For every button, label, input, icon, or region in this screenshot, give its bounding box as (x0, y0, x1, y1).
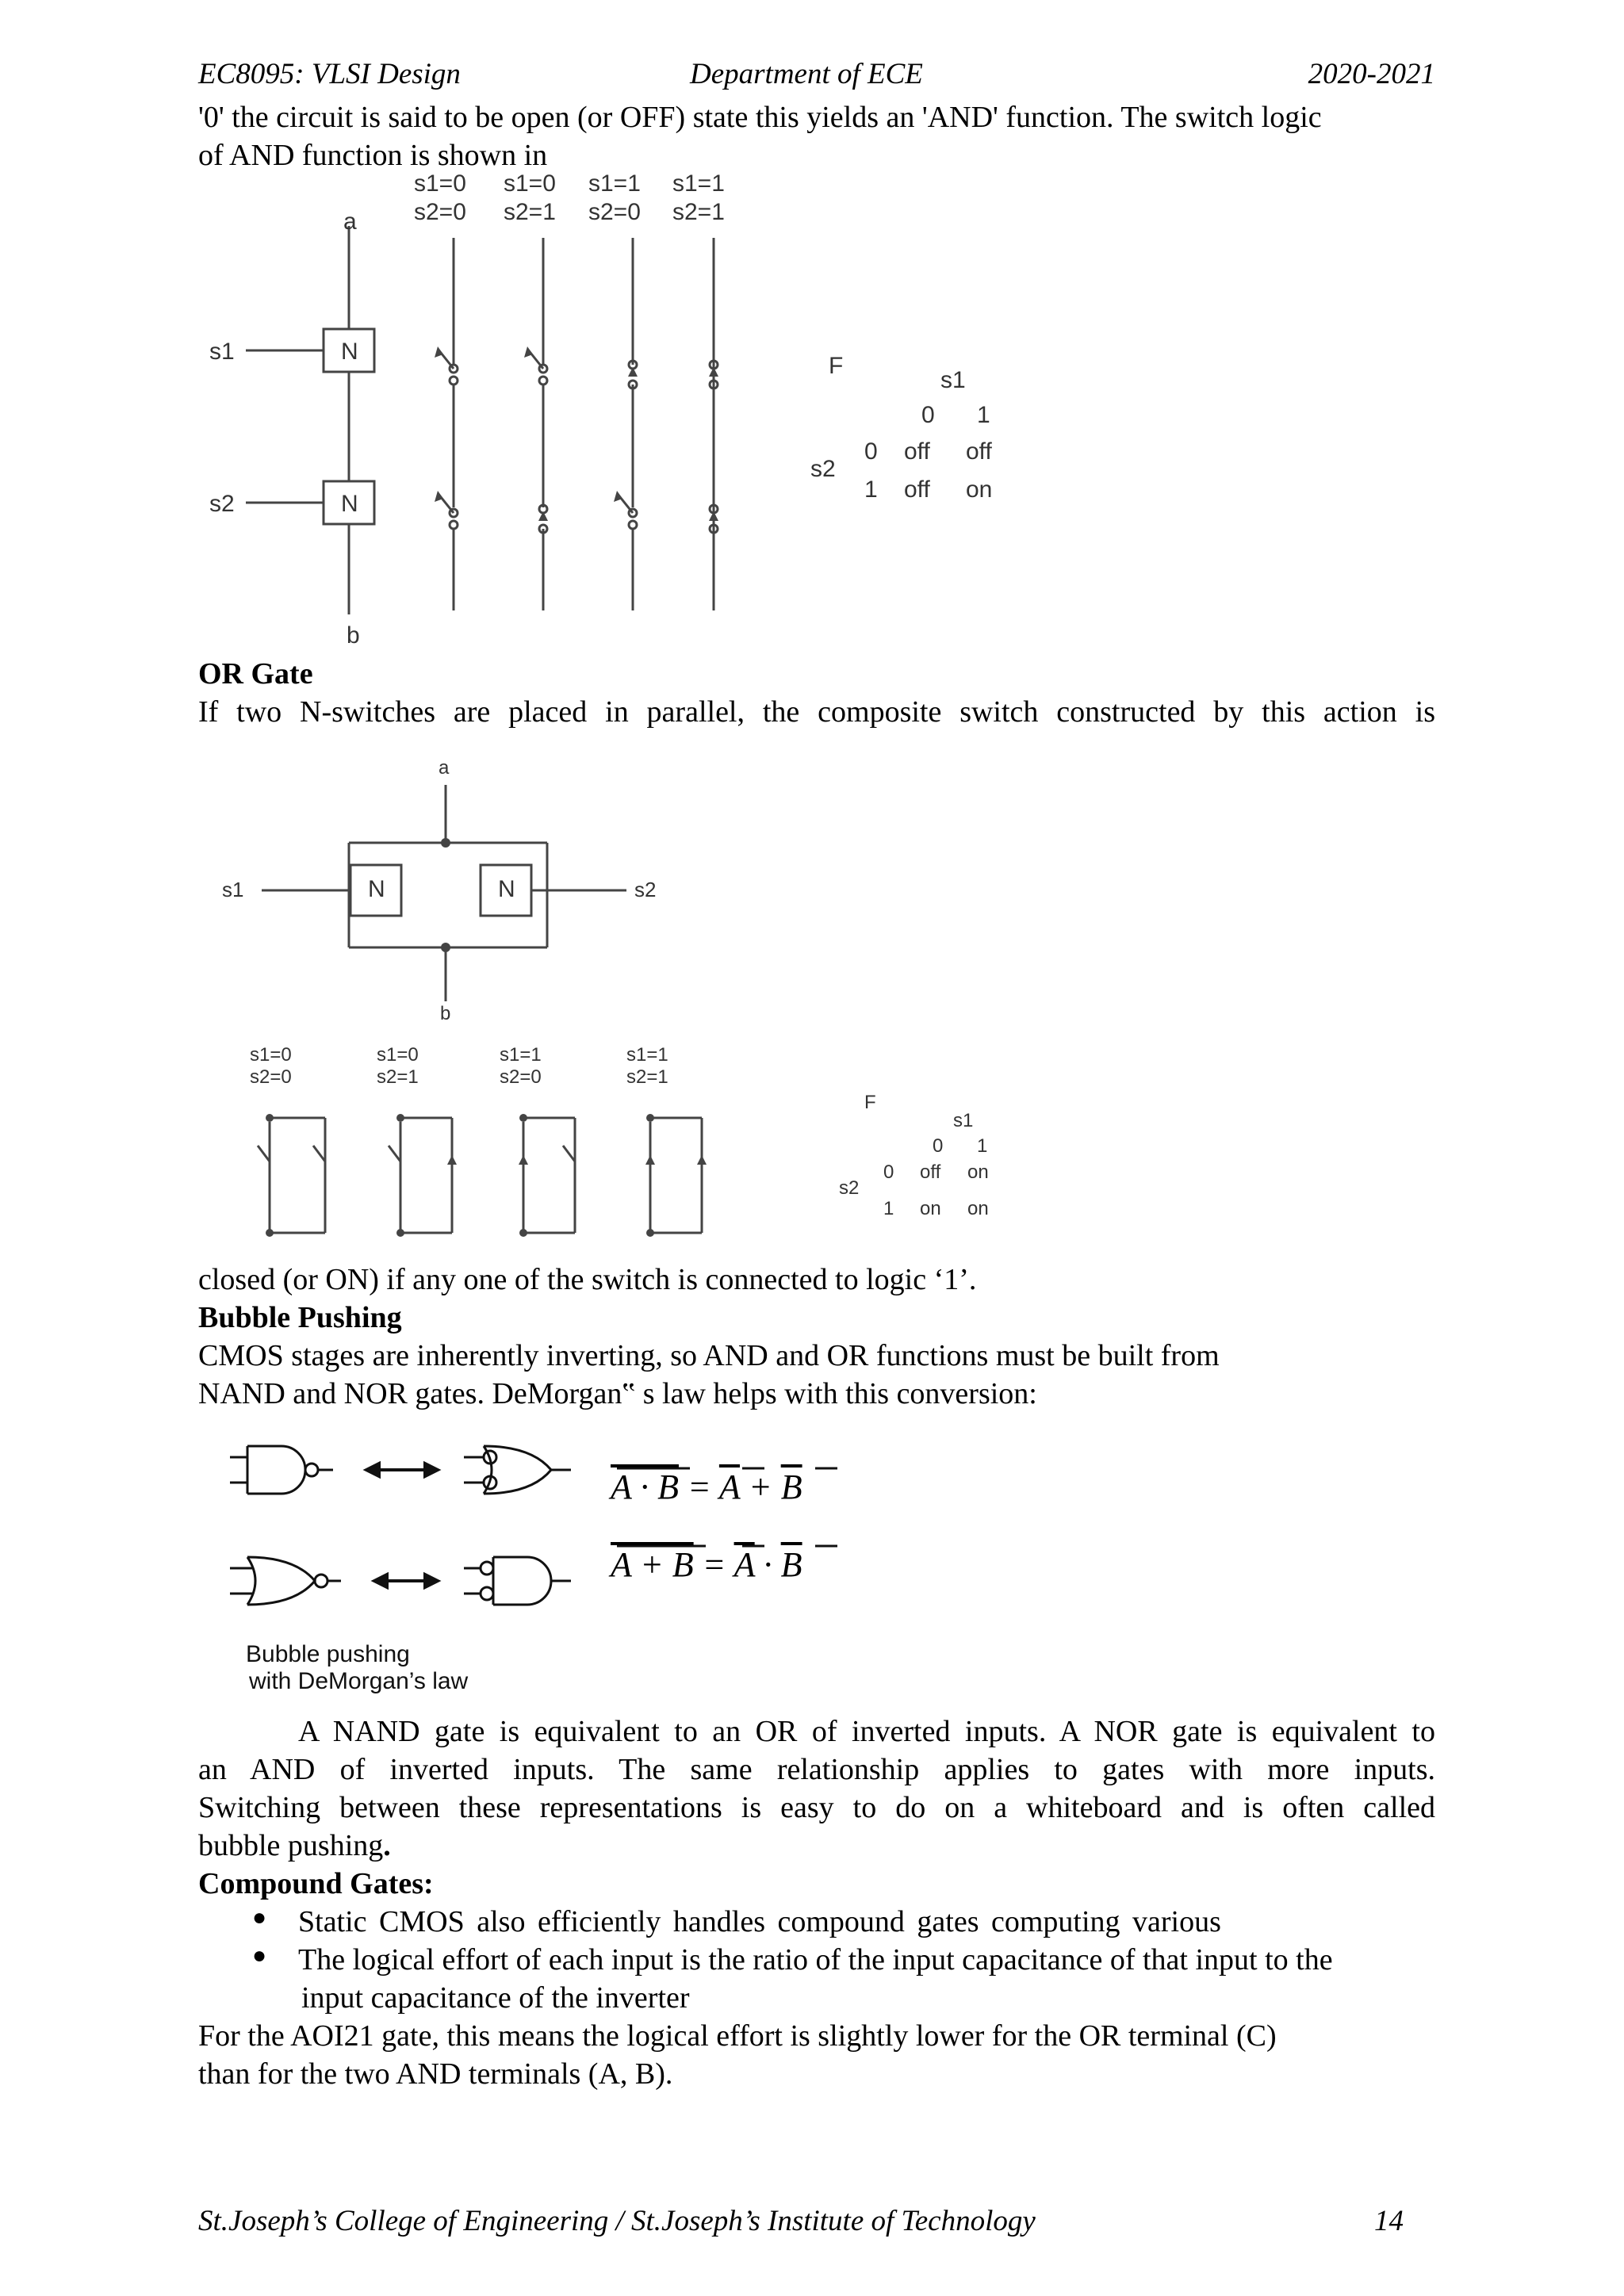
compound-line-1: For the AOI21 gate, this means the logical effort is slightly lower for the OR terminal (C) (198, 2019, 1277, 2053)
bullet-dot-2: ● (252, 1942, 267, 1969)
and-table-output: F (829, 353, 844, 379)
and-table-row-0: 0 (864, 438, 878, 465)
or-case-4-bottom: s2=1 (626, 1066, 668, 1088)
or-table-row-1: 1 (883, 1198, 894, 1219)
eq1-op: + (748, 1468, 772, 1506)
or-case-4-top: s1=1 (626, 1044, 668, 1066)
or-table-col-var: s1 (953, 1110, 974, 1131)
or-case-1-bottom: s2=0 (250, 1066, 292, 1088)
demorgan-equation-2 (611, 1544, 802, 1585)
bubble-para-line-4 (198, 1827, 1435, 1865)
or-table-row-0: 0 (883, 1161, 894, 1183)
or-table-row-var: s2 (839, 1177, 860, 1199)
or-case-3-top: s1=1 (500, 1044, 542, 1066)
eq2-rhs-a: $\overline{A}$ (733, 1545, 755, 1584)
eq2-equals: = (702, 1545, 726, 1584)
eq2-lhs: A + B (611, 1545, 694, 1584)
or-case-2-bottom: s2=1 (377, 1066, 419, 1088)
intro-line-1: '0' the circuit is said to be open (or OFF) state this yields an 'AND' function. The switch logic (198, 101, 1322, 134)
eq2-op: · (763, 1545, 772, 1584)
compound-gates-heading: Compound Gates: (198, 1867, 434, 1900)
and-table-col-var: s1 (940, 367, 966, 393)
bubble-para-line-3: Switching between these representations is easy to do on a whiteboard and is often called (198, 1791, 1435, 1824)
and-node-a: a (343, 209, 357, 235)
eq1-lhs: A · B (611, 1468, 679, 1506)
and-case-4-top: s1=1 (672, 170, 725, 197)
and-case-2-top: s1=0 (504, 170, 556, 197)
and-table-r1c0: off (904, 476, 930, 503)
or-gate-line-1: If two N-switches are placed in parallel, the composite switch constructed by this action is (198, 695, 1435, 729)
and-table-row-1: 1 (864, 476, 878, 503)
or-switch-n2: N (498, 876, 515, 902)
and-switch-n1: N (341, 339, 358, 365)
or-switch-figure (198, 749, 1071, 1265)
compound-bullet-2-line-2: input capacitance of the inverter (301, 1981, 690, 2015)
bubble-para-period: . (383, 1829, 391, 1862)
and-input-s2: s2 (209, 491, 235, 517)
or-node-a: a (439, 757, 450, 779)
or-input-s1: s1 (222, 878, 244, 901)
and-table-r0c0: off (904, 438, 930, 465)
eq1-equals: = (687, 1468, 711, 1506)
footer-institution: St.Joseph’s College of Engineering / St.Joseph’s Institute of Technology (198, 2205, 1036, 2237)
course-code: EC8095: VLSI Design (198, 58, 461, 90)
department-label: Department of ECE (690, 58, 923, 90)
bullet-dot-1: ● (252, 1904, 267, 1931)
or-table-col-1: 1 (977, 1135, 988, 1157)
and-switch-figure (198, 170, 1071, 654)
or-case-2-top: s1=0 (377, 1044, 419, 1066)
and-switch-n2: N (341, 491, 358, 517)
demorgan-figure (198, 1427, 991, 1697)
demorgan-caption-1: Bubble pushing (246, 1641, 410, 1667)
or-switch-n1: N (368, 876, 385, 902)
academic-year: 2020-2021 (1308, 58, 1435, 90)
and-switch-diagram (198, 170, 1071, 654)
and-case-3-top: s1=1 (588, 170, 641, 197)
and-case-1-bottom: s2=0 (414, 199, 466, 225)
or-switch-diagram (198, 749, 1071, 1265)
compound-line-2: than for the two AND terminals (A, B). (198, 2057, 673, 2091)
eq2-rhs-b: $\overline{B}$ (780, 1545, 802, 1584)
and-node-b: b (347, 622, 360, 649)
demorgan-caption-2: with DeMorgan’s law (249, 1668, 469, 1694)
bubble-para-line-1: A NAND gate is equivalent to an OR of inverted inputs. A NOR gate is equivalent to (298, 1715, 1435, 1748)
or-case-1-top: s1=0 (250, 1044, 292, 1066)
and-table-row-var: s2 (810, 456, 836, 482)
or-node-b: b (440, 1003, 451, 1024)
demorgan-equation-1 (611, 1467, 802, 1507)
intro-line-2: of AND function is shown in (198, 139, 548, 172)
page-number: 14 (1374, 2205, 1404, 2237)
and-case-1-top: s1=0 (414, 170, 466, 197)
or-table-output: F (864, 1092, 876, 1113)
or-case-3-bottom: s2=0 (500, 1066, 542, 1088)
bubble-line-1: CMOS stages are inherently inverting, so AND and OR functions must be built from (198, 1339, 1220, 1372)
or-table-r0c1: on (967, 1161, 989, 1183)
or-closing-line: closed (or ON) if any one of the switch is connected to logic ‘1’. (198, 1263, 977, 1296)
or-table-r1c0: on (920, 1198, 941, 1219)
eq1-rhs-a: $\overline{A}$ (718, 1468, 740, 1506)
eq1-rhs-b: $\overline{B}$ (780, 1468, 802, 1506)
and-case-4-bottom: s2=1 (672, 199, 725, 225)
and-case-3-bottom: s2=0 (588, 199, 641, 225)
or-table-r0c0: off (920, 1161, 941, 1183)
and-table-col-1: 1 (977, 402, 990, 428)
page-footer (198, 2204, 1404, 2238)
or-table-col-0: 0 (933, 1135, 944, 1157)
or-input-s2: s2 (634, 878, 657, 901)
and-case-2-bottom: s2=1 (504, 199, 556, 225)
or-gate-heading: OR Gate (198, 657, 313, 691)
compound-bullet-1: Static CMOS also efficiently handles compound gates computing various (298, 1905, 1221, 1938)
compound-bullet-2-line-1: The logical effort of each input is the ratio of the input capacitance of that input to the (298, 1943, 1333, 1976)
and-input-s1: s1 (209, 339, 235, 365)
bubble-para-line-2: an AND of inverted inputs. The same relationship applies to gates with more inputs. (198, 1753, 1435, 1786)
demorgan-gates-diagram (198, 1427, 991, 1633)
and-table-r0c1: off (966, 438, 992, 465)
and-table-r1c1: on (966, 476, 993, 503)
bubble-pushing-term: bubble pushing (198, 1829, 384, 1862)
or-table-r1c1: on (967, 1198, 989, 1219)
bubble-line-2: NAND and NOR gates. DeMorgan‟ s law helps with this conversion: (198, 1377, 1037, 1410)
bubble-pushing-heading: Bubble Pushing (198, 1301, 402, 1334)
and-table-col-0: 0 (921, 402, 935, 428)
page-header (198, 57, 1435, 97)
